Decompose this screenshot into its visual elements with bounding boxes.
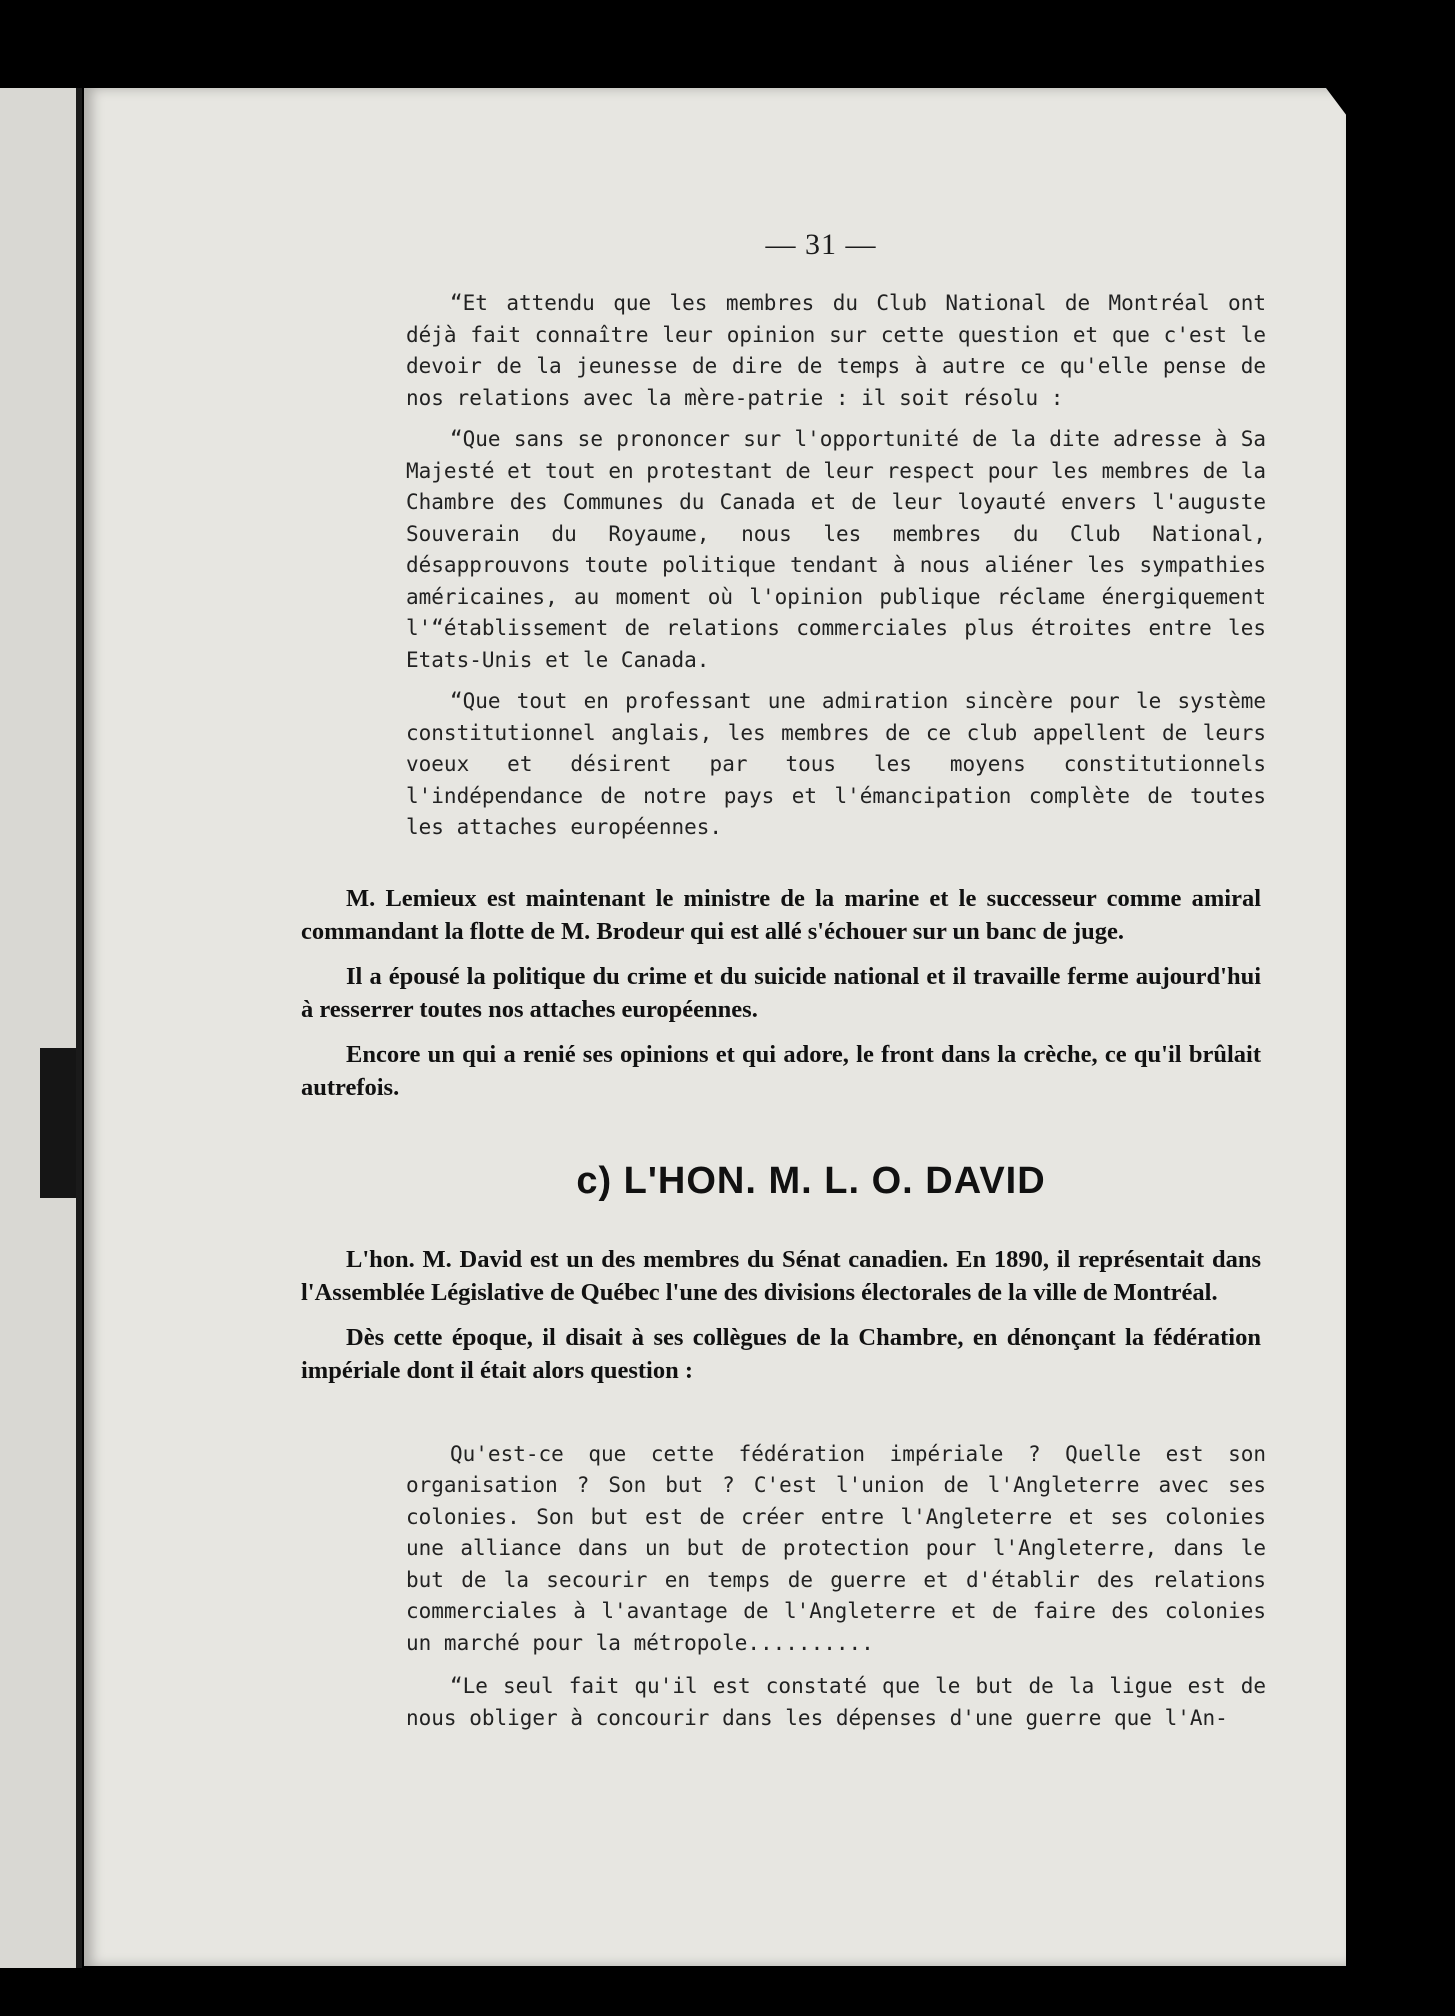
commentary-david — [301, 1243, 1261, 1387]
quote-paragraph: “Le seul fait qu'il est constaté que le but de la ligue est de nous obliger à concourir dans les dépenses d'une guerre que l'An- — [406, 1674, 1266, 1730]
page-corner-fold — [1326, 88, 1356, 128]
scan-binding-marks — [40, 1048, 76, 1198]
commentary-paragraph: Il a épousé la politique du crime et du suicide national et il travaille ferme aujourd'hui à resserrer toutes nos attaches européennes. — [301, 962, 1261, 1023]
commentary-paragraph: Dès cette époque, il disait à ses collègues de la Chambre, en dénonçant la fédération impériale dont il était alors question : — [301, 1323, 1261, 1384]
page-content — [301, 228, 1266, 1734]
quote-paragraph: “Et attendu que les membres du Club National de Montréal ont déjà fait connaître leur opinion sur cette question et que c'est le devoir de la jeunesse de dire de temps à autre ce qu'elle pense de nos relations avec la mère-patrie : il soit résolu : — [406, 291, 1266, 410]
quote-paragraph: “Que sans se prononcer sur l'opportunité de la dite adresse à Sa Majesté et tout en protestant de leur respect pour les membres de la Chambre des Communes du Canada et de leur loyauté envers l'auguste Souverain du Royaume, nous les membres du Club National, désapprouvons toute politique tendant à nous aliéner les sympathies américaines, au moment où l'opinion publique réclame énergiquement l'“établissement de relations commerciales plus étroites entre les Etats-Unis et le Canada. — [406, 427, 1266, 672]
quote-paragraph: Qu'est-ce que cette fédération impériale ? Quelle est son organisation ? Son but ? C'est l'union de l'Angleterre avec ses colonies. Son but est de créer entre l'Angleterre et ses colonies une alliance dans un but de protection pour l'Angleterre, dans le but de la secourir en temps de guerre et d'établir des relations commerciales à l'avantage de l'Angleterre et de faire des colonies un marché pour la métropole.......... — [406, 1441, 1266, 1655]
commentary-paragraph: M. Lemieux est maintenant le ministre de la marine et le successeur comme amiral commandant la flotte de M. Brodeur qui est allé s'échouer sur un banc de juge. — [301, 884, 1261, 945]
section-heading: c) L'HON. M. L. O. DAVID — [576, 1159, 1046, 1202]
commentary-lemieux — [301, 882, 1261, 1104]
facing-page-edge — [0, 88, 82, 1968]
page-number: — 31 — — [765, 228, 877, 261]
quoted-speech — [406, 1439, 1266, 1735]
book-page — [84, 88, 1346, 1966]
quoted-resolution — [406, 288, 1266, 844]
commentary-paragraph: L'hon. M. David est un des membres du Sénat canadien. En 1890, il représentait dans l'Assemblée Législative de Québec l'une des divisions électorales de la ville de Montréal. — [301, 1245, 1261, 1306]
commentary-paragraph: Encore un qui a renié ses opinions et qui adore, le front dans la crèche, ce qu'il brûlait autrefois. — [301, 1040, 1261, 1101]
quote-paragraph: “Que tout en professant une admiration sincère pour le système constitutionnel anglais, les membres de ce club appellent de leurs voeux et désirent par tous les moyens constitutionnels l'indépendance de notre pays et l'émancipation complète de toutes les attaches européennes. — [406, 689, 1266, 839]
